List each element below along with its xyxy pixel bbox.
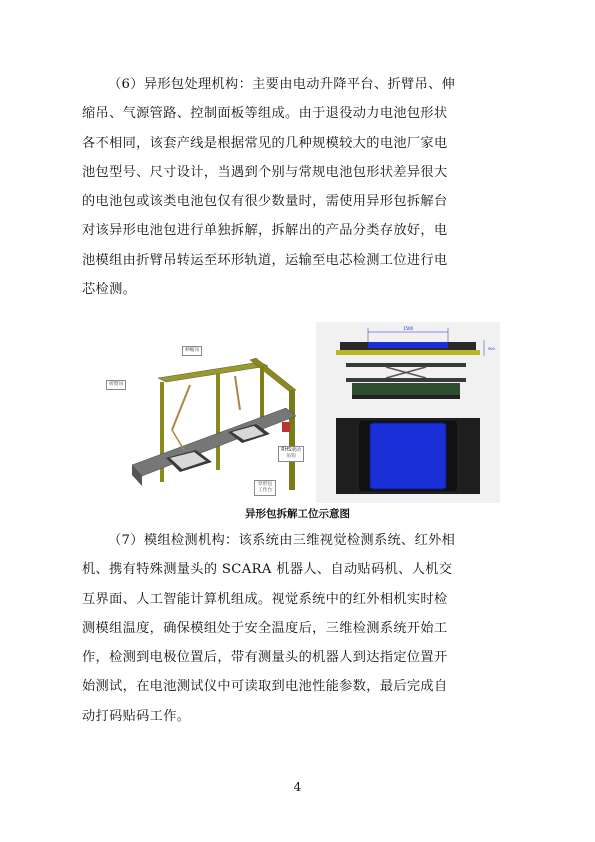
text-line: 测模组温度，确保模组处于安全温度后，三维检测系统开始工 [82, 620, 448, 636]
telescopic-crane-label: 伸缩吊 [182, 346, 202, 356]
rgv-hoist-label: RHS滚动吊钩 [278, 446, 304, 462]
text-line: 的电池包或该类电池包仅有很少数量时，需使用异形包拆解台 [82, 194, 448, 210]
text-line: 池模组由折臂吊转运至环形轨道，运输至电芯检测工位进行电 [82, 252, 448, 268]
text-line: 机、携有特殊测量头的 SCARA 机器人、自动贴码机、人机交 [82, 562, 453, 578]
figure-caption: 异形包拆解工位示意图 [245, 508, 350, 520]
text-line: 作，检测到电极位置后，带有测量头的机器人到达指定位置开 [82, 650, 448, 666]
text-line: 缩吊、气源管路、控制面板等组成。由于退役动力电池包形状 [82, 106, 448, 122]
station-views-illustration [316, 322, 500, 503]
section-6-paragraph [82, 70, 518, 304]
station-views-drawing [316, 322, 500, 503]
text-line: 动打码贴码工作。 [82, 708, 191, 724]
station-3d-drawing [100, 330, 310, 505]
station-3d-illustration [100, 330, 310, 505]
workbench-label: 异形包工作台 [254, 480, 276, 496]
dimension-side-text: 500 [488, 347, 495, 351]
text-line: 池包型号、尺寸设计，当遇到个别与常规电池包形状差异很大 [82, 164, 448, 180]
dimension-top-text: 1500 [402, 326, 414, 331]
text-line: （7）模组检测机构：该系统由三维视觉检测系统、红外相 [108, 533, 456, 548]
text-line: 芯检测。 [82, 282, 137, 298]
text-line: （6）异形包处理机构：主要由电动升降平台、折臂吊、伸 [108, 77, 456, 92]
section-7-paragraph [82, 526, 518, 731]
text-line: 对该异形电池包进行单独拆解，拆解出的产品分类存放好，电 [82, 223, 448, 239]
text-line: 始测试，在电池测试仪中可读取到电池性能参数，最后完成自 [82, 679, 448, 695]
knuckle-crane-label: 折臂吊 [106, 380, 126, 390]
text-line: 互界面、人工智能计算机组成。视觉系统中的红外相机实时检 [82, 591, 448, 607]
page-number: 4 [293, 780, 302, 794]
text-line: 各不相同，该套产线是根据常见的几种规模较大的电池厂家电 [82, 135, 448, 151]
